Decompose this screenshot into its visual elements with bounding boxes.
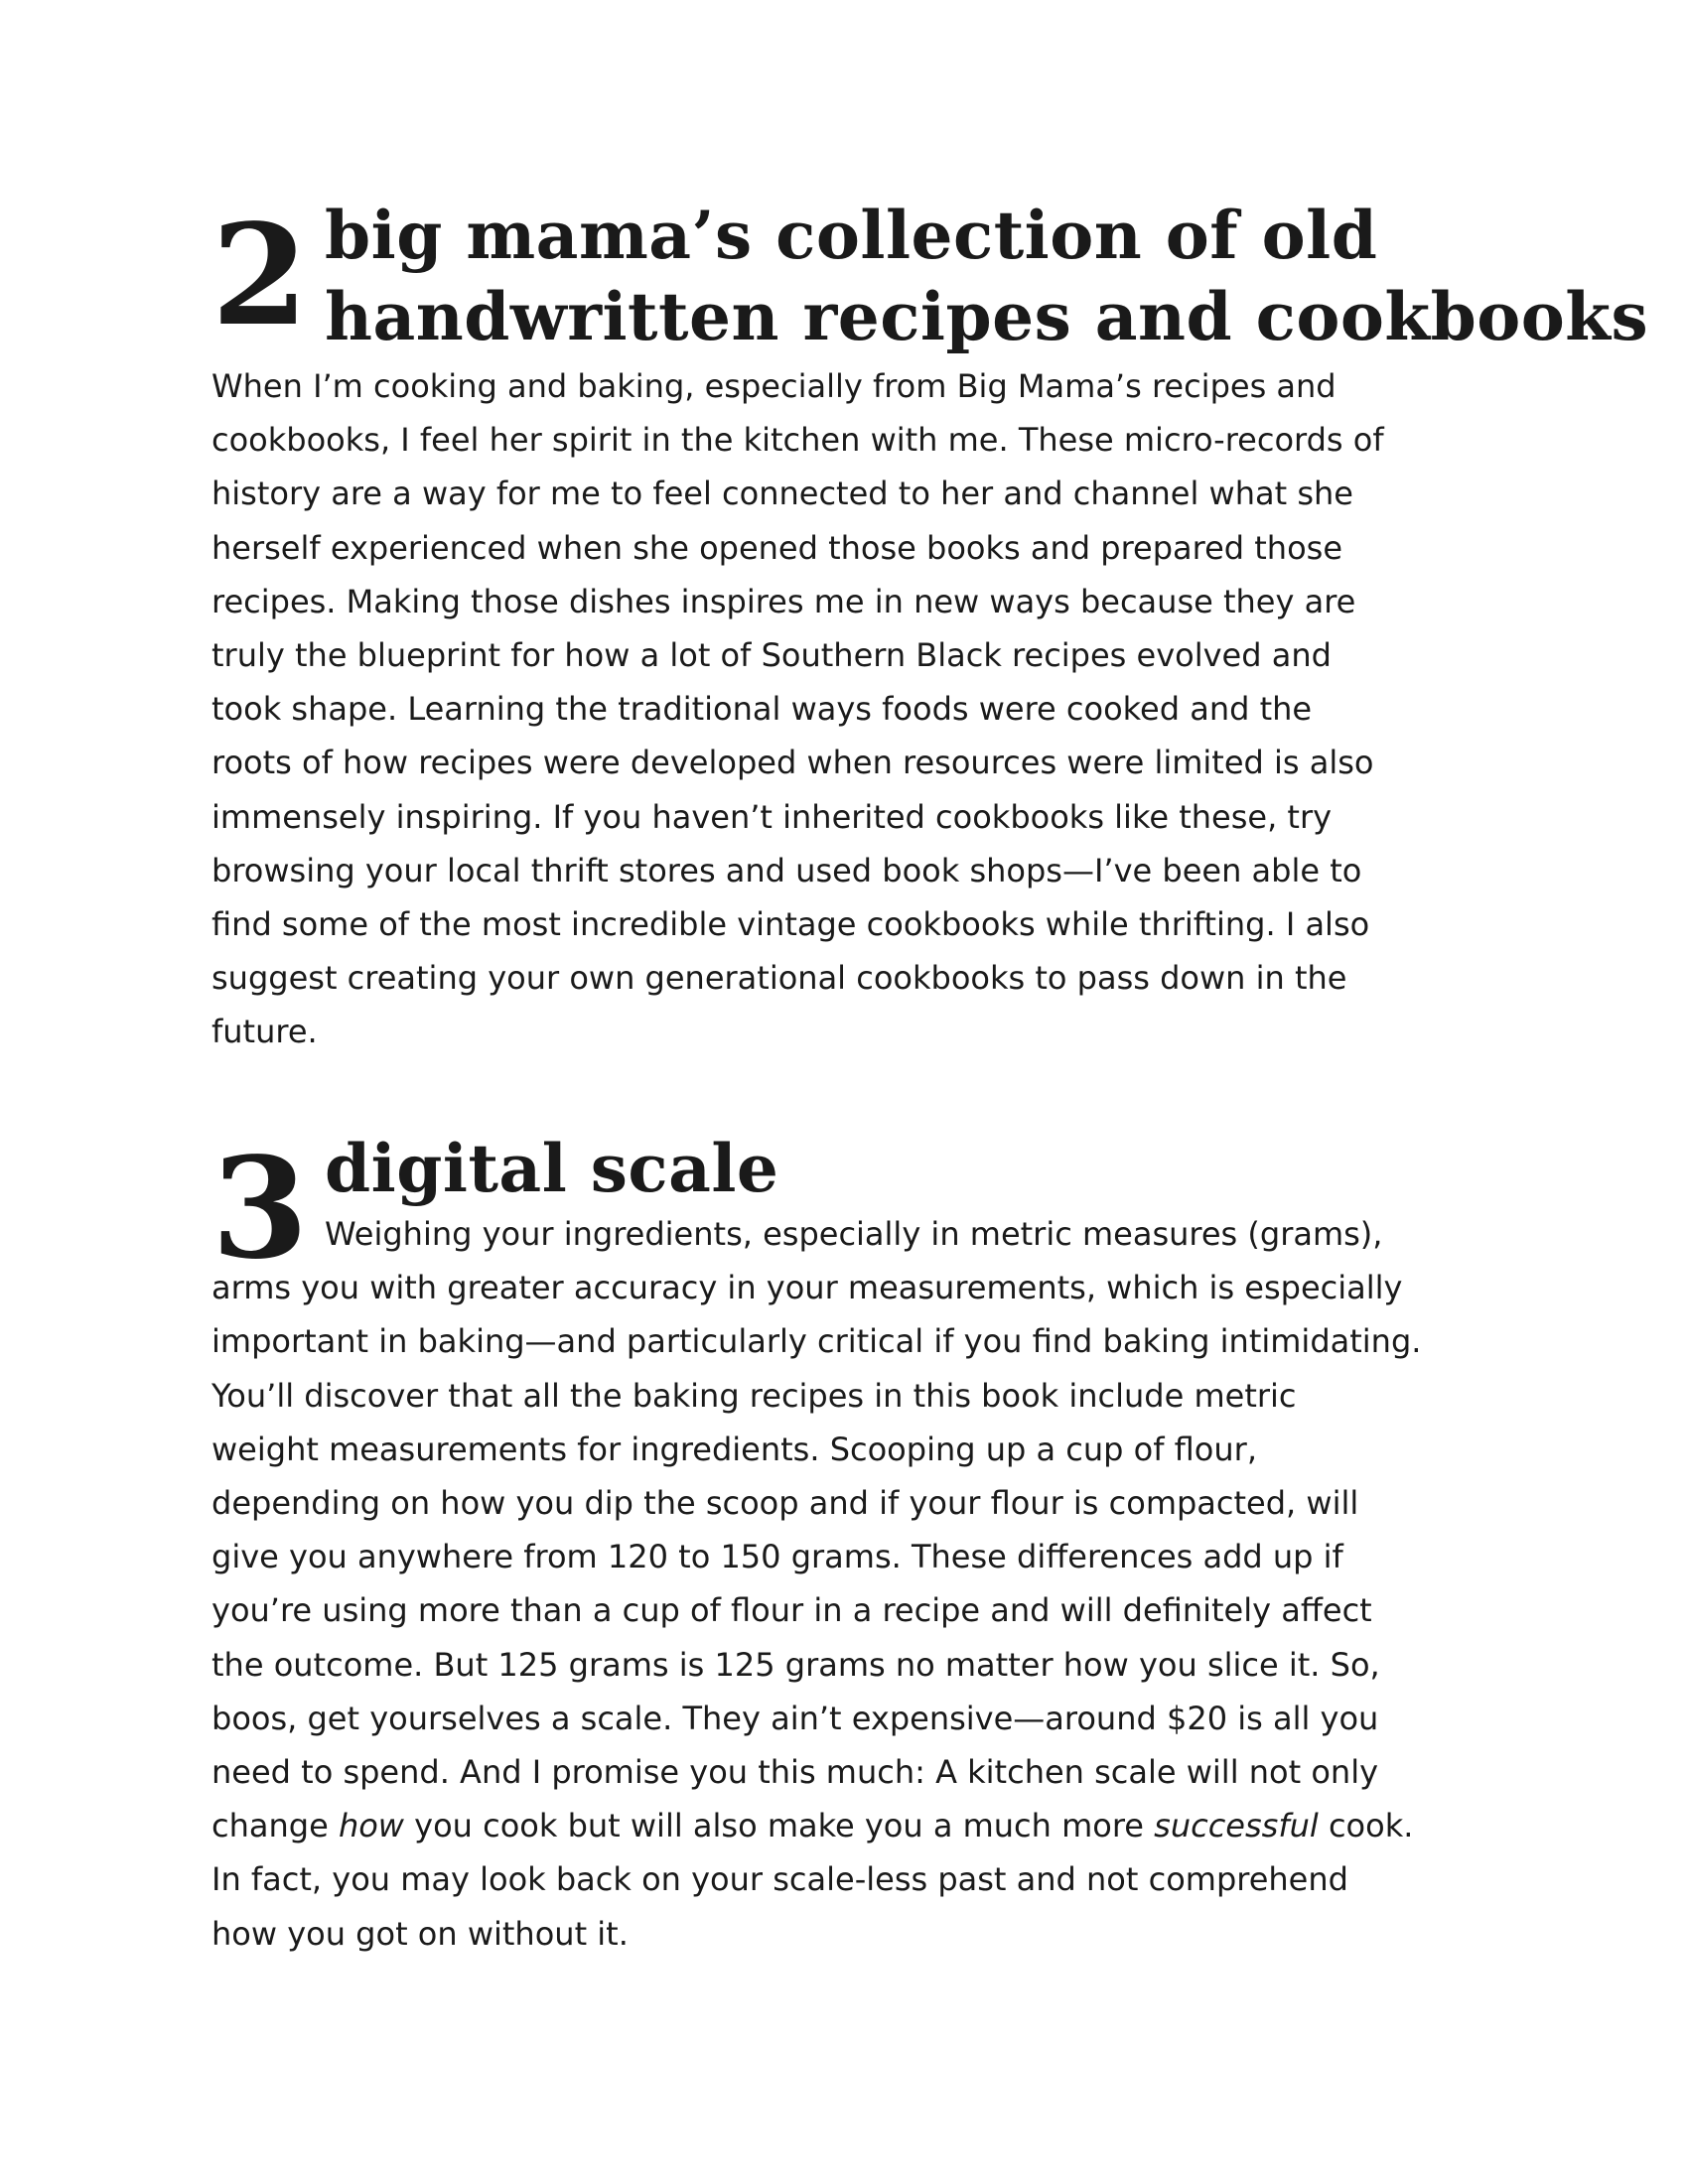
body-line: arms you with greater accuracy in your measurements, which is especially: [211, 1269, 1403, 1307]
body-line: In fact, you may look back on your scale-less past and not comprehend: [211, 1860, 1348, 1899]
body-line: boos, get yourselves a scale. They ain’t expensive—around $20 is all you: [211, 1699, 1379, 1737]
body-line: how you got on without it.: [211, 1914, 629, 1953]
section-number: 3: [211, 1128, 307, 1291]
body-line: truly the blueprint for how a lot of Southern Black recipes evolved and: [211, 636, 1332, 675]
section-3: [211, 1128, 1482, 1961]
body-line: weight measurements for ingredients. Scooping up a cup of flour,: [211, 1430, 1257, 1468]
body-line: depending on how you dip the scoop and if your flour is compacted, will: [211, 1484, 1359, 1523]
body-line: roots of how recipes were developed when resources were limited is also: [211, 744, 1374, 782]
section-title-line: digital scale: [325, 1130, 779, 1207]
section-number: 2: [211, 195, 307, 357]
body-text: cook.: [1318, 1807, 1414, 1845]
section-title-line: handwritten recipes and cookbooks: [325, 278, 1649, 355]
body-text: you cook but will also make you a much more: [403, 1807, 1155, 1845]
section-title: [325, 1128, 778, 1209]
emphasis-text: successful: [1154, 1807, 1319, 1845]
body-line: recipes. Making those dishes inspires me in new ways because they are: [211, 582, 1356, 620]
section-body: [211, 1207, 1482, 1961]
body-line: you’re using more than a cup of flour in a recipe and will definitely affect: [211, 1591, 1372, 1630]
body-line: future.: [211, 1013, 318, 1051]
body-line: find some of the most incredible vintage cookbooks while thrifting. I also: [211, 905, 1370, 944]
body-line: took shape. Learning the traditional ways foods were cooked and the: [211, 690, 1313, 729]
body-line: need to spend. And I promise you this much: A kitchen scale will not only: [211, 1753, 1379, 1792]
section-title: [325, 195, 1648, 357]
section-body: [211, 359, 1482, 1059]
body-line: [211, 1799, 1482, 1852]
body-line: suggest creating your own generational cookbooks to pass down in the: [211, 959, 1347, 998]
body-line: herself experienced when she opened those books and prepared those: [211, 528, 1343, 567]
body-line: browsing your local thrift stores and used book shops—I’ve been able to: [211, 851, 1362, 889]
body-line: You’ll discover that all the baking recipes in this book include metric: [211, 1376, 1297, 1415]
section-title-line: big mama’s collection of old: [325, 197, 1378, 274]
body-line: Weighing your ingredients, especially in metric measures (grams),: [325, 1215, 1383, 1253]
body-line: cookbooks, I feel her spirit in the kitchen with me. These micro-records of: [211, 421, 1384, 460]
body-line: the outcome. But 125 grams is 125 grams no matter how you slice it. So,: [211, 1645, 1380, 1684]
body-line: give you anywhere from 120 to 150 grams. These differences add up if: [211, 1538, 1343, 1576]
body-line: When I’m cooking and baking, especially from Big Mama’s recipes and: [211, 367, 1336, 405]
emphasis-text: how: [338, 1807, 404, 1845]
body-line: history are a way for me to feel connected to her and channel what she: [211, 475, 1353, 513]
section-2: [211, 195, 1649, 1059]
body-line: important in baking—and particularly critical if you find baking intimidating.: [211, 1322, 1422, 1361]
section-2-heading: [211, 195, 1649, 359]
body-line: immensely inspiring. If you haven’t inherited cookbooks like these, try: [211, 797, 1333, 836]
body-text: change: [211, 1807, 339, 1845]
